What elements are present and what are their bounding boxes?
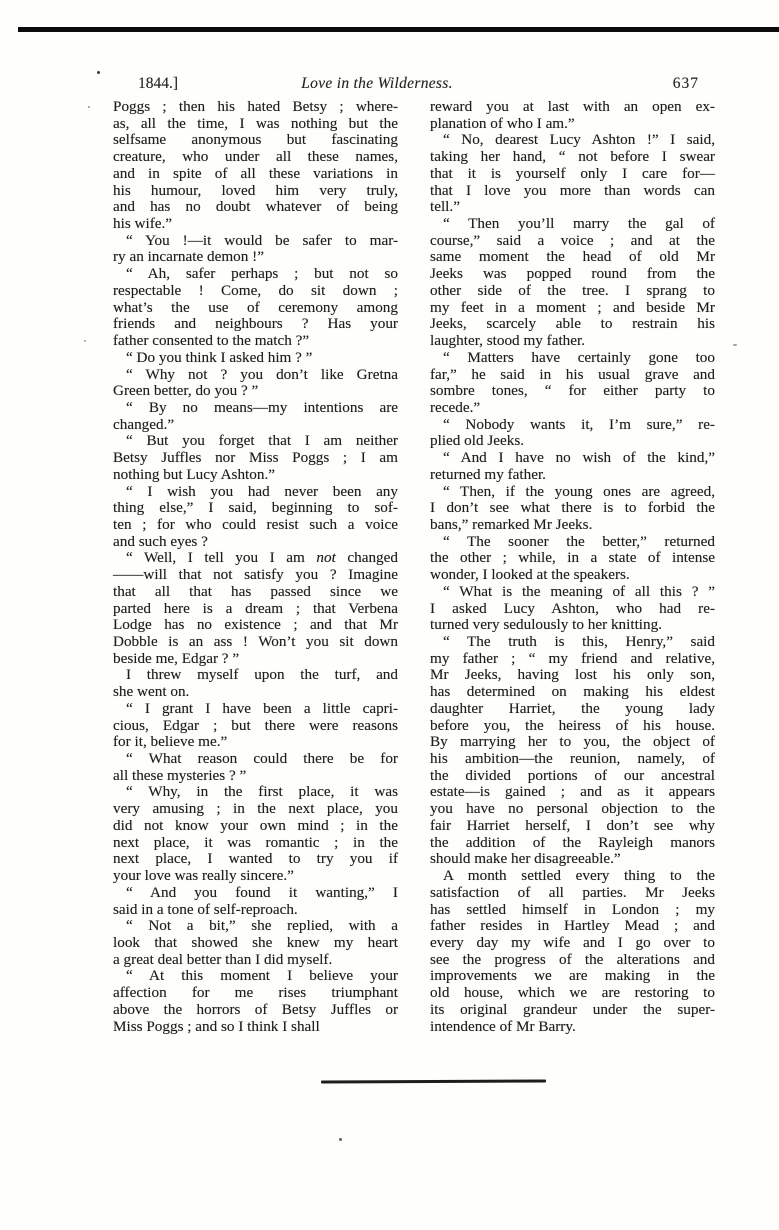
text-line: “ I wish you had never been any [126,482,398,500]
text-line: “ What reason could there be for [126,750,398,768]
paragraph [430,99,715,132]
text-line: “ Why not ? you don’t like Gretna [126,365,398,383]
scan-speck [733,344,737,346]
text-line: reward you at last with an open ex- [430,98,715,115]
text-line: his wife.” [113,215,173,233]
text-line: very amusing ; in the next place, you [113,800,398,818]
text-line: his ambition—the reunion, namely, of [430,750,715,768]
text-line: Poggs ; then his hated Betsy ; where- [113,98,398,115]
text-line: should make her disagreeable.” [430,850,621,868]
text-line: creature, who under all these names, [113,148,398,166]
text-line: for it, believe me.” [113,733,228,751]
text-line: other side of the tree. I sprang to [430,281,715,299]
text-line: turned very sedulously to her knitting. [430,616,662,634]
text-line: sombre tones, “ for either party to [430,382,715,400]
left-column [113,99,398,1035]
text-line: “ Why, in the first place, it was [126,783,398,801]
text-line: “ Ah, safer perhaps ; but not so [126,265,398,283]
header-year: 1844.] [138,75,179,92]
text-line: daughter Harriet, the young lady [430,699,715,717]
text-line: “ Not a bit,” she replied, with a [126,917,398,935]
paragraph [430,450,715,483]
text-line: “ What is the meaning of all this ? ” [443,582,715,600]
text-line: all these mysteries ? ” [113,766,247,784]
text-columns [113,99,715,1035]
scan-speck [84,340,86,342]
text-line: my father ; “ my friend and relative, [430,649,715,667]
paragraph [113,266,398,350]
text-line: that all that has passed since we [113,582,398,600]
text-line: said in a tone of self-reproach. [113,900,298,918]
text-line: and in spite of all these variations in [113,164,398,182]
text-line: changed.” [113,415,175,433]
paragraph [113,667,398,700]
text-line: the addition of the Rayleigh manors [430,833,715,851]
scan-speck [88,106,90,108]
paragraph [430,417,715,450]
text-line: next place, I wanted to try you if [113,850,398,868]
text-line: has settled himself in London ; my [430,900,715,918]
page-header [113,75,715,95]
text-line: has determined on making his eldest [430,683,715,701]
text-line: “ But you forget that I am neither [126,432,398,450]
text-line: course,” said a voice ; and at the [430,231,715,249]
text-line: improvements we are making in the [430,967,715,985]
running-title: Love in the Wilderness. [301,75,453,92]
text-line: estate—is gained ; and as it appears [430,783,715,801]
text-line: you have no personal objection to the [430,800,715,818]
paragraph [113,350,398,367]
text-line: nothing but Lucy Ashton.” [113,465,275,483]
text-line: ten ; for who could resist such a voice [113,515,398,533]
page-number: 637 [672,75,699,92]
text-line: laughter, stood my father. [430,332,586,350]
paragraph [113,233,398,266]
paragraph [430,132,715,216]
text-line: and has no doubt whatever of being [113,198,398,216]
text-line: old house, which we are restoring to [430,984,715,1002]
paragraph [430,484,715,534]
text-line: bans,” remarked Mr Jeeks. [430,515,593,533]
text-line: I threw myself upon the turf, and [126,666,398,684]
text-line: Dobble is an ass ! Won’t you sit down [113,633,398,650]
paragraph [430,868,715,1035]
text-line: a great deal better than I did myself. [113,950,333,968]
text-line: “ At this moment I believe your [126,967,398,985]
paragraph [113,701,398,751]
text-line: selfsame anonymous but fascinating [113,131,398,149]
text-line: cious, Edgar ; but there were reasons [113,716,398,734]
text-line: same moment the head of old Mr [430,248,715,266]
text-line: look that showed she knew my heart [113,933,398,951]
text-line: that it is yourself only I care for— [430,164,715,182]
text-line: Lodge has no existence ; and that Mr [113,616,398,634]
text-line: the other ; while, in a state of intense [430,549,715,567]
text-line: ry an incarnate demon !” [113,248,264,266]
text-line: “ Then, if the young ones are agreed, [443,482,715,500]
paragraph [113,968,398,1035]
text-line: planation of who I am.” [430,114,575,132]
text-line: tell.” [430,198,460,216]
text-line: “ No, dearest Lucy Ashton !” I said, [443,131,715,149]
text-line: “ The sooner the better,” returned [443,532,715,550]
paragraph [430,534,715,584]
scan-speck [339,1138,342,1141]
text-line: Miss Poggs ; and so I think I shall [113,1017,320,1035]
text-line: she went on. [113,683,190,701]
text-line: “ Then you’ll marry the gal of [443,215,715,233]
text-line: father consented to the match ?” [113,332,310,350]
paragraph [113,918,398,968]
text-line: fair Harriet herself, I don’t see why [430,816,715,834]
text-line: what’s the use of ceremony among [113,298,398,316]
text-line: and such eyes ? [113,532,208,550]
text-line: did not know your own mind ; in the [113,816,398,834]
text-line: A month settled every thing to the [443,867,715,885]
text-line: plied old Jeeks. [430,432,525,450]
paragraph [113,550,398,667]
text-line: intendence of Mr Barry. [430,1017,576,1035]
text-line: affection for me rises triumphant [113,984,398,1002]
text-line: ——will that not satisfy you ? Imagine [113,566,398,584]
text-line: I asked Lucy Ashton, who had re- [430,599,715,617]
text-line: I don’t see what there is to forbid the [430,499,715,517]
text-line: my feet in a moment ; and beside Mr [430,298,715,316]
text-line: “ And you found it wanting,” I [126,883,398,901]
text-line: see the progress of the alterations and [430,950,715,968]
text-line: thing else,” I said, beginning to sof- [113,499,398,517]
text-line: as, all the time, I was nothing but the [113,114,398,132]
text-line: friends and neighbours ? Has your [113,315,398,333]
text-line: wonder, I looked at the speakers. [430,566,630,584]
text-line: Jeeks, scarcely able to restrain his [430,315,715,333]
text-line: respectable ! Come, do sit down ; [113,281,398,299]
text-line: before you, the heiress of his house. [430,716,715,734]
text-line: Jeeks was popped round from the [430,265,715,283]
paragraph [430,350,715,417]
right-column [430,99,715,1035]
text-line: “ By no means—my intentions are [126,398,398,416]
paragraph [113,484,398,551]
text-line: every day my wife and I go over to [430,933,715,951]
text-line: recede.” [430,398,481,416]
paragraph [113,367,398,400]
text-line: “ You !—it would be safer to mar- [126,231,398,249]
text-line: next place, it was romantic ; in the [113,833,398,851]
text-line: beside me, Edgar ? ” [113,649,240,667]
paragraph [430,216,715,350]
text-line: satisfaction of all parties. Mr Jeeks [430,883,715,901]
text-line: “ Matters have certainly gone too [443,348,715,366]
text-line: your love was really sincere.” [113,867,294,885]
paragraph [430,634,715,868]
text-line: its original grandeur under the super- [430,1000,715,1018]
text-line: Betsy Juffles nor Miss Poggs ; I am [113,449,398,467]
text-line: “ And I have no wish of the kind,” [443,449,715,467]
text-line: Green better, do you ? ” [113,382,259,400]
text-line: “ The truth is this, Henry,” said [443,633,715,650]
scan-speck [97,71,100,74]
paragraph [113,400,398,433]
paragraph [113,784,398,884]
paragraph [113,99,398,233]
text-line: above the horrors of Betsy Juffles or [113,1000,398,1018]
paragraph [113,433,398,483]
text-line: his humour, loved him very truly, [113,181,398,199]
paragraph [430,584,715,634]
end-of-article-rule [321,1080,546,1083]
text-line: Mr Jeeks, having lost his only son, [430,666,715,684]
text-line: parted here is a dream ; that Verbena [113,599,398,617]
scan-top-rule [18,27,779,32]
text-line: father resides in Hartley Mead ; and [430,917,715,935]
text-line: “ Well, I tell you I am not changed [126,549,398,567]
paragraph [113,885,398,918]
text-line: By marrying her to you, the object of [430,733,715,751]
text-line: the divided portions of our ancestral [430,766,715,784]
text-line: “ I grant I have been a little capri- [126,699,398,717]
text-line: taking her hand, “ not before I swear [430,148,715,166]
text-line: “ Do you think I asked him ? ” [126,348,313,366]
text-line: that I love you more than words can [430,181,715,199]
text-line: returned my father. [430,465,546,483]
text-line: “ Nobody wants it, I’m sure,” re- [443,415,715,433]
text-line: far,” he said in his usual grave and [430,365,715,383]
paragraph [113,751,398,784]
